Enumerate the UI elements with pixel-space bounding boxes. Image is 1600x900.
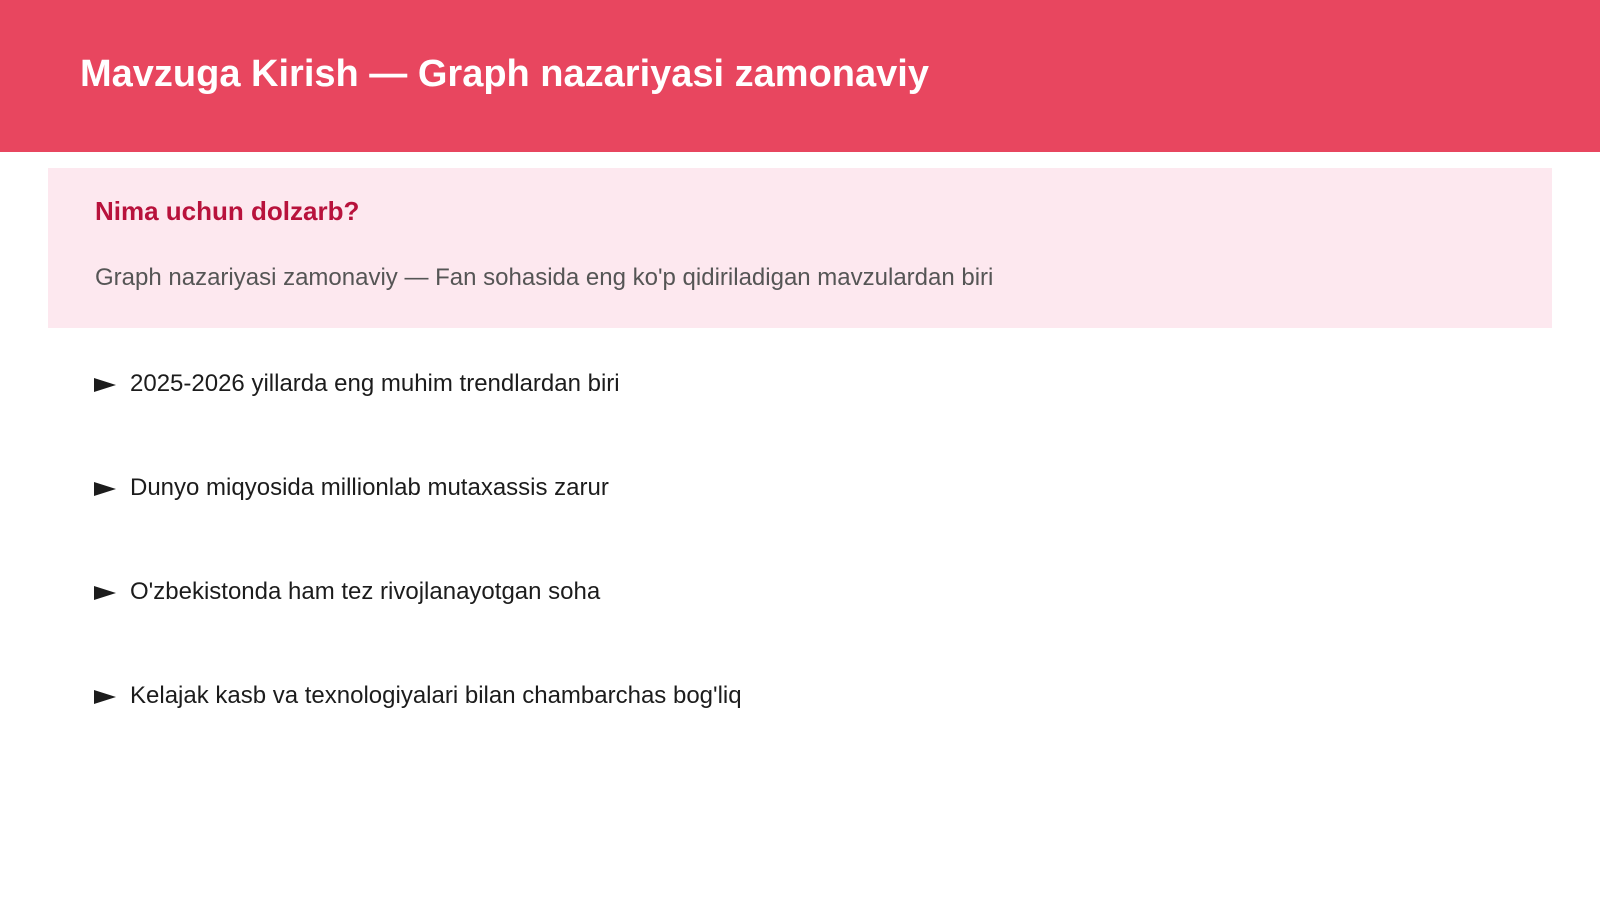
triangle-right-icon (94, 586, 116, 600)
callout-text: Graph nazariyasi zamonaviy — Fan sohasida eng ko'p qidiriladigan mavzulardan biri (95, 264, 994, 291)
triangle-right-icon (94, 482, 116, 496)
bullet-text: O'zbekistonda ham tez rivojlanayotgan soha (130, 578, 601, 605)
slide-title: Mavzuga Kirish — Graph nazariyasi zamonaviy (80, 53, 929, 95)
header-bar (0, 0, 1600, 152)
callout-title: Nima uchun dolzarb? (95, 196, 360, 226)
bullet-text: 2025-2026 yillarda eng muhim trendlardan biri (130, 370, 620, 397)
callout-box (48, 168, 1552, 328)
triangle-right-icon (94, 690, 116, 704)
bullet-text: Kelajak kasb va texnologiyalari bilan chambarchas bog'liq (130, 682, 742, 709)
triangle-right-icon (94, 378, 116, 392)
bullet-text: Dunyo miqyosida millionlab mutaxassis zarur (130, 474, 609, 501)
